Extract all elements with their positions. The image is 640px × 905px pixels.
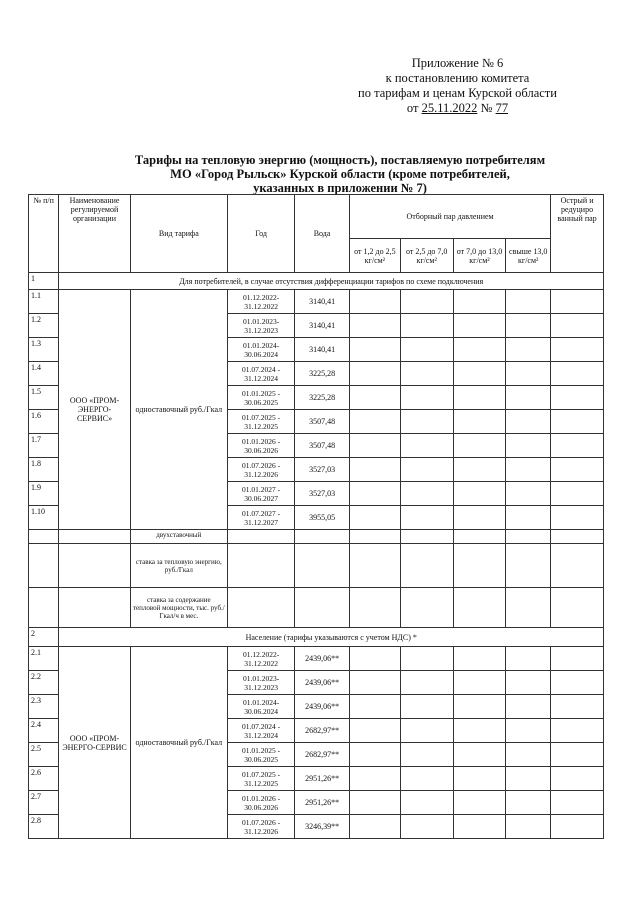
header-sharp-steam: Острый и редуциро ванный пар	[551, 195, 604, 273]
appendix-line-1: Приложение № 6	[411, 56, 504, 70]
row-num: 1.5	[29, 386, 59, 410]
two-part-label: двухставочный	[130, 530, 228, 544]
appendix-line-4	[330, 101, 585, 116]
row-value: 2439,06**	[295, 695, 350, 719]
row-num: 2.2	[29, 671, 59, 695]
capacity-rate-row	[29, 588, 604, 628]
row-num: 2.7	[29, 791, 59, 815]
row-num: 2.1	[29, 647, 59, 671]
row-period: 01.01.2023-31.12.2023	[228, 314, 295, 338]
row-value: 2951,26**	[295, 767, 350, 791]
title-line-2: МО «Город Рыльск» Курской области (кроме потребителей,	[170, 167, 510, 181]
row-num: 1.7	[29, 434, 59, 458]
row-period: 01.01.2023-31.12.2023	[228, 671, 295, 695]
row-value: 3955,05	[295, 506, 350, 530]
header-num: № п/п	[29, 195, 59, 273]
row-value: 3140,41	[295, 314, 350, 338]
title-line-3: указанных в приложении № 7)	[253, 181, 427, 195]
appendix-header	[330, 56, 585, 116]
row-value: 3225,28	[295, 362, 350, 386]
document-title	[90, 153, 590, 195]
row-value: 2682,97**	[295, 719, 350, 743]
decree-number: 77	[495, 101, 509, 115]
row-value: 3246,39**	[295, 815, 350, 839]
row-period: 01.12.2022-31.12.2022	[228, 290, 295, 314]
section1-tariff: одноставочный руб./Гкал	[130, 290, 228, 530]
table-row	[29, 647, 604, 671]
row-period: 01.12.2022-31.12.2022	[228, 647, 295, 671]
row-num: 1.2	[29, 314, 59, 338]
row-value: 2439,06**	[295, 647, 350, 671]
row-period: 01.07.2025 - 31.12.2025	[228, 410, 295, 434]
section1-num: 1	[29, 273, 59, 290]
row-num: 2.5	[29, 743, 59, 767]
row-num: 2.4	[29, 719, 59, 743]
row-num: 2.6	[29, 767, 59, 791]
row-period: 01.01.2026 - 30.06.2026	[228, 791, 295, 815]
num-prefix: №	[477, 101, 496, 115]
row-num: 1.1	[29, 290, 59, 314]
title-line-1: Тарифы на тепловую энергию (мощность), поставляемую потребителям	[134, 153, 546, 167]
section1-title: Для потребителей, в случае отсутствия дифференциации тарифов по схеме подключения	[59, 273, 604, 290]
row-num: 1.6	[29, 410, 59, 434]
header-year: Год	[228, 195, 295, 273]
row-value: 2682,97**	[295, 743, 350, 767]
section2-tariff: одноставочный руб./Гкал	[130, 647, 228, 839]
appendix-line-2: к постановлению комитета	[385, 71, 530, 85]
header-pressure-2: от 2,5 до 7,0 кг/см²	[400, 239, 453, 273]
row-num: 2.3	[29, 695, 59, 719]
header-org: Наименование регулируемой организации	[59, 195, 130, 273]
row-period: 01.01.2024-30.06.2024	[228, 338, 295, 362]
row-period: 01.07.2025 - 31.12.2025	[228, 767, 295, 791]
row-value: 3140,41	[295, 338, 350, 362]
row-num: 2.8	[29, 815, 59, 839]
tariff-table	[28, 194, 604, 839]
row-period: 01.07.2024 - 31.12.2024	[228, 719, 295, 743]
energy-rate-row	[29, 544, 604, 588]
table-row	[29, 290, 604, 314]
row-value: 3527,03	[295, 458, 350, 482]
row-value: 3507,48	[295, 434, 350, 458]
header-steam: Отборный пар давлением	[349, 195, 550, 239]
header-pressure-1: от 1,2 до 2,5 кг/см²	[349, 239, 400, 273]
row-period: 01.01.2024-30.06.2024	[228, 695, 295, 719]
row-num: 1.10	[29, 506, 59, 530]
header-water: Вода	[295, 195, 350, 273]
row-value: 3225,28	[295, 386, 350, 410]
row-num: 1.9	[29, 482, 59, 506]
date-prefix: от	[406, 101, 422, 115]
row-num: 1.8	[29, 458, 59, 482]
two-part-row	[29, 530, 604, 544]
section2-org: ООО «ПРОМ-ЭНЕРГО-СЕРВИС	[59, 647, 130, 839]
row-num: 1.4	[29, 362, 59, 386]
row-num: 1.3	[29, 338, 59, 362]
row-value: 3507,48	[295, 410, 350, 434]
header-tariff-type: Вид тарифа	[130, 195, 228, 273]
row-value: 3140,41	[295, 290, 350, 314]
section2-num: 2	[29, 628, 59, 647]
header-pressure-3: от 7,0 до 13,0 кг/см²	[453, 239, 506, 273]
row-value: 2439,06**	[295, 671, 350, 695]
appendix-line-3: по тарифам и ценам Курской области	[358, 86, 557, 100]
row-period: 01.01.2027 - 30.06.2027	[228, 482, 295, 506]
capacity-rate-label: ставка за содержание тепловой мощности, тыс. руб./Гкал/ч в мес.	[130, 588, 228, 628]
row-period: 01.01.2025 - 30.06.2025	[228, 386, 295, 410]
decree-date: 25.11.2022	[421, 101, 478, 115]
row-period: 01.07.2027 - 31.12.2027	[228, 506, 295, 530]
section1-org: ООО «ПРОМ-ЭНЕРГО-СЕРВИС»	[59, 290, 130, 530]
section2-title: Население (тарифы указываются с учетом НДС) *	[59, 628, 604, 647]
row-period: 01.07.2026 - 31.12.2026	[228, 815, 295, 839]
row-period: 01.07.2024 - 31.12.2024	[228, 362, 295, 386]
energy-rate-label: ставка за тепловую энергию, руб./Гкал	[130, 544, 228, 588]
row-value: 2951,26**	[295, 791, 350, 815]
row-value: 3527,03	[295, 482, 350, 506]
row-period: 01.01.2026 - 30.06.2026	[228, 434, 295, 458]
header-pressure-4: свыше 13,0 кг/см²	[506, 239, 551, 273]
row-period: 01.01.2025 - 30.06.2025	[228, 743, 295, 767]
table-body	[29, 195, 604, 839]
row-period: 01.07.2026 - 31.12.2026	[228, 458, 295, 482]
